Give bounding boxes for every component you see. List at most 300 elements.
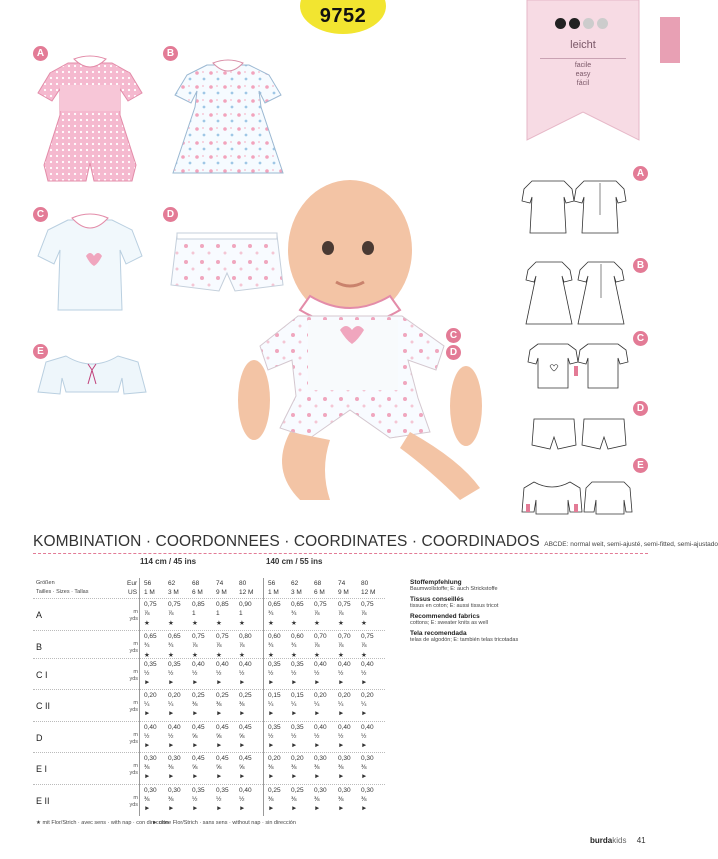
unit-m: m [133,732,138,738]
cell-yds: ½ [361,670,367,677]
cell-yds: ⅜ [216,701,222,708]
cell-m: 0,40 [216,661,229,668]
cell-sym: ► [291,773,298,780]
cell-yds: ⅝ [239,764,245,771]
size-eur: 74 [338,580,346,587]
eur-label: Eur [127,580,138,587]
cell-m: 0,40 [314,661,327,668]
cell-m: 0,25 [268,787,281,794]
cell-m: 0,35 [168,661,181,668]
page-number: 41 [636,836,646,845]
cell-yds: ½ [291,733,297,740]
cell-sym: ► [216,742,223,749]
cell-yds: ¼ [338,701,344,708]
cell-sym: ★ [291,652,297,659]
cell-sym: ► [291,805,298,812]
cell-m: 0,70 [314,633,327,640]
marker-b-tech: B [633,258,648,273]
fabric-es [410,630,570,643]
size-us: 1 M [144,589,155,596]
cell-sym: ► [291,710,298,717]
size-label-multi: Tailles · Sizes · Tallas [36,589,89,595]
size-us: 6 M [314,589,325,596]
unit-yds: yds [129,802,138,808]
unit-yds: yds [129,648,138,654]
cell-yds: ½ [144,733,150,740]
marker-c: C [33,207,48,222]
unit-m: m [133,609,138,615]
size-eur: 62 [168,580,176,587]
cell-yds: ⅞ [361,642,367,649]
cell-sym: ★ [144,620,150,627]
cell-m: 0,85 [216,601,229,608]
cell-sym: ★ [192,652,198,659]
cell-m: 0,45 [216,724,229,731]
cell-m: 0,15 [268,692,281,699]
marker-e-tech: E [633,458,648,473]
cell-yds: ⅝ [192,733,198,740]
cell-sym: ► [168,710,175,717]
row-label: E II [36,796,50,806]
cell-yds: ½ [361,733,367,740]
cell-m: 0,35 [192,787,205,794]
cell-sym: ★ [144,652,150,659]
cell-m: 0,45 [216,755,229,762]
cell-sym: ► [361,805,368,812]
cell-yds: ⅞ [216,642,222,649]
unit-m: m [133,641,138,647]
heading-note: ABCDE: normal weit, semi-ajusté, semi-fitted, semi-ajustado [544,541,718,548]
cell-yds: ½ [168,733,174,740]
cell-sym: ► [168,679,175,686]
size-eur: 56 [268,580,276,587]
cell-yds: ⅞ [361,610,367,617]
cell-yds: 1 [192,610,196,617]
cell-m: 0,40 [239,787,252,794]
size-label: Größen [36,580,55,586]
cell-m: 0,40 [192,661,205,668]
cell-sym: ★ [361,620,367,627]
cell-yds: ⅝ [216,733,222,740]
cell-yds: ⅜ [144,796,150,803]
cell-m: 0,30 [314,787,327,794]
cell-yds: ⅞ [314,610,320,617]
cell-sym: ★ [168,652,174,659]
cell-m: 0,30 [168,755,181,762]
cell-m: 0,25 [291,787,304,794]
cell-m: 0,60 [291,633,304,640]
footer-brand: burda [590,836,613,845]
cell-sym: ► [361,773,368,780]
cell-sym: ► [268,710,275,717]
size-eur: 80 [361,580,369,587]
cell-sym: ► [144,805,151,812]
cell-yds: ½ [338,670,344,677]
cell-sym: ★ [291,620,297,627]
cell-yds: ⅜ [291,796,297,803]
cell-yds: ⅜ [144,764,150,771]
cell-m: 0,60 [268,633,281,640]
cell-yds: ⅜ [239,701,245,708]
fabric-title: Stoffempfehlung [410,579,462,586]
row-label: C I [36,670,48,680]
unit-m: m [133,669,138,675]
cell-yds: ½ [239,796,245,803]
group-header-114: 114 cm / 45 ins [140,557,197,566]
row-label: A [36,610,43,620]
row-divider [33,784,385,785]
cell-m: 0,45 [192,755,205,762]
row-label: D [36,733,43,743]
cell-m: 0,30 [144,755,157,762]
cell-sym: ► [192,679,199,686]
cell-m: 0,20 [361,692,374,699]
fabric-body: Baumwollstoffe; E: auch Strickstoffe [410,586,498,592]
cell-m: 0,40 [314,724,327,731]
cell-m: 0,65 [144,633,157,640]
marker-d: D [163,207,178,222]
cell-m: 0,75 [192,633,205,640]
cell-sym: ★ [216,652,222,659]
cell-sym: ► [144,710,151,717]
table-divider [263,578,264,816]
cell-yds: ¼ [314,701,320,708]
difficulty-level-es: fácil [576,80,590,87]
cell-sym: ★ [338,652,344,659]
cell-yds: ⅝ [239,733,245,740]
cell-yds: ¼ [144,701,150,708]
cell-yds: ⅝ [192,764,198,771]
cell-yds: ½ [338,733,344,740]
us-label: US [128,589,138,596]
cell-yds: ½ [268,733,274,740]
size-eur: 62 [291,580,299,587]
cell-m: 0,25 [192,692,205,699]
cell-yds: ½ [168,670,174,677]
cell-m: 0,65 [291,601,304,608]
cell-yds: ¾ [268,642,274,649]
cell-yds: ½ [216,670,222,677]
cell-sym: ► [291,679,298,686]
cell-yds: ½ [144,670,150,677]
cell-m: 0,40 [144,724,157,731]
row-divider [33,658,385,659]
fabric-de [410,579,570,592]
cell-sym: ► [291,742,298,749]
cell-sym: ► [314,679,321,686]
cell-yds: ⅞ [338,642,344,649]
cell-sym: ► [314,805,321,812]
cell-m: 0,40 [239,661,252,668]
cell-sym: ★ [192,620,198,627]
cell-m: 0,70 [338,633,351,640]
size-eur: 80 [239,580,247,587]
size-us: 6 M [192,589,203,596]
cell-m: 0,35 [268,724,281,731]
row-divider [33,689,385,690]
cell-yds: ½ [314,670,320,677]
unit-yds: yds [129,707,138,713]
cell-m: 0,40 [168,724,181,731]
cell-m: 0,35 [291,724,304,731]
unit-yds: yds [129,739,138,745]
cell-sym: ► [192,773,199,780]
cell-sym: ► [216,805,223,812]
fabric-body: cottons; E: sweater knits as well [410,620,488,626]
size-us: 9 M [216,589,227,596]
cell-sym: ► [268,679,275,686]
cell-sym: ► [361,710,368,717]
cell-m: 0,40 [338,661,351,668]
cell-m: 0,90 [239,601,252,608]
fabric-title: Tela recomendada [410,630,467,637]
marker-a-tech: A [633,166,648,181]
cell-yds: ¾ [291,642,297,649]
cell-yds: ⅜ [338,796,344,803]
difficulty-level-en: easy [575,71,591,78]
cell-m: 0,20 [168,692,181,699]
cell-m: 0,30 [361,787,374,794]
unit-yds: yds [129,676,138,682]
marker-b: B [163,46,178,61]
cell-m: 0,25 [216,692,229,699]
cell-yds: ⅜ [192,701,198,708]
size-us: 3 M [168,589,179,596]
row-label: E I [36,764,48,774]
cell-m: 0,20 [314,692,327,699]
table-divider [139,578,140,816]
cell-sym: ► [216,679,223,686]
cell-m: 0,75 [144,601,157,608]
cell-sym: ► [144,679,151,686]
cell-m: 0,45 [239,724,252,731]
cell-yds: ⅝ [216,764,222,771]
cell-m: 0,40 [361,661,374,668]
row-divider [33,752,385,753]
group-header-140: 140 cm / 55 ins [266,557,323,566]
cell-yds: ¾ [291,610,297,617]
cell-sym: ► [268,805,275,812]
cell-m: 0,35 [144,661,157,668]
legend-arrow: ► ohne Flor/Strich · sans sens · without nap · sin dirección [152,820,296,826]
cell-sym: ► [192,742,199,749]
cell-sym: ► [338,679,345,686]
row-label: B [36,642,43,652]
fabric-title: Recommended fabrics [410,613,480,620]
cell-sym: ► [168,773,175,780]
cell-sym: ★ [239,652,245,659]
cell-sym: ★ [314,620,320,627]
cell-m: 0,80 [239,633,252,640]
cell-sym: ► [361,679,368,686]
unit-m: m [133,763,138,769]
size-eur: 68 [192,580,200,587]
cell-yds: ⅞ [239,642,245,649]
cell-sym: ★ [268,652,274,659]
cell-yds: ½ [239,670,245,677]
cell-m: 0,35 [291,661,304,668]
cell-yds: ⅜ [338,764,344,771]
cell-m: 0,35 [216,787,229,794]
cell-sym: ► [338,742,345,749]
footer-brand-kids: kids [612,836,627,845]
cell-sym: ► [239,742,246,749]
size-us: 12 M [239,589,254,596]
marker-e: E [33,344,48,359]
cell-m: 0,40 [361,724,374,731]
cell-m: 0,30 [338,755,351,762]
cell-yds: ¾ [268,610,274,617]
cell-sym: ► [268,742,275,749]
cell-m: 0,45 [192,724,205,731]
cell-yds: ⅜ [361,764,367,771]
cell-yds: ⅜ [268,796,274,803]
cell-sym: ► [168,742,175,749]
unit-m: m [133,700,138,706]
cell-yds: ⅜ [268,764,274,771]
cell-sym: ► [314,742,321,749]
cell-sym: ► [239,679,246,686]
cell-m: 0,45 [239,755,252,762]
cell-sym: ★ [314,652,320,659]
cell-m: 0,75 [361,601,374,608]
marker-d-photo: D [446,345,461,360]
cell-m: 0,30 [361,755,374,762]
fabric-en [410,613,570,626]
cell-yds: ½ [192,670,198,677]
cell-sym: ► [314,773,321,780]
marker-d-tech: D [633,401,648,416]
cell-yds: ¾ [168,642,174,649]
difficulty-level-fr: facile [574,62,592,69]
cell-yds: 1 [239,610,243,617]
cell-m: 0,75 [168,601,181,608]
cell-yds: ⅞ [168,610,174,617]
cell-m: 0,20 [144,692,157,699]
cell-yds: ⅜ [168,796,174,803]
cell-sym: ► [239,710,246,717]
cell-m: 0,75 [314,601,327,608]
cell-sym: ► [144,742,151,749]
cell-sym: ★ [168,620,174,627]
cell-yds: ¼ [291,701,297,708]
cell-m: 0,75 [361,633,374,640]
cell-sym: ► [168,805,175,812]
cell-sym: ► [216,710,223,717]
cell-yds: ⅜ [361,796,367,803]
cell-yds: ⅞ [192,642,198,649]
size-us: 12 M [361,589,376,596]
size-eur: 56 [144,580,152,587]
cell-yds: ⅞ [314,642,320,649]
cell-yds: ⅜ [314,764,320,771]
fabric-recommendations [410,579,570,643]
cell-m: 0,20 [338,692,351,699]
cell-sym: ► [144,773,151,780]
cell-sym: ► [239,773,246,780]
fabric-body: tissus en coton; E: aussi tissus tricot [410,603,499,609]
cell-m: 0,40 [338,724,351,731]
cell-m: 0,20 [291,755,304,762]
cell-m: 0,85 [192,601,205,608]
pattern-number: 9752 [319,5,367,27]
cell-sym: ★ [239,620,245,627]
cell-yds: ⅜ [314,796,320,803]
cell-sym: ★ [338,620,344,627]
marker-c-tech: C [633,331,648,346]
cell-yds: ½ [291,670,297,677]
cell-yds: ¾ [144,642,150,649]
cell-m: 0,65 [168,633,181,640]
cell-m: 0,30 [314,755,327,762]
cell-sym: ► [361,742,368,749]
row-divider [33,721,385,722]
cell-sym: ★ [361,652,367,659]
cell-sym: ► [268,773,275,780]
cell-yds: ½ [216,796,222,803]
legend-star: ★ mit Flor/Strich · avec sens · with nap · con dirección [36,820,169,826]
cell-m: 0,35 [268,661,281,668]
cell-sym: ► [338,805,345,812]
cell-sym: ► [338,773,345,780]
cell-sym: ► [192,805,199,812]
size-eur: 68 [314,580,322,587]
cell-m: 0,30 [144,787,157,794]
cell-yds: ¼ [168,701,174,708]
row-divider [33,630,385,631]
cell-yds: 1 [216,610,220,617]
cell-yds: ½ [192,796,198,803]
cell-yds: ¼ [268,701,274,708]
cell-sym: ► [239,805,246,812]
cell-m: 0,30 [168,787,181,794]
cell-sym: ► [314,710,321,717]
cell-sym: ★ [268,620,274,627]
marker-a: A [33,46,48,61]
size-us: 3 M [291,589,302,596]
fabric-title: Tissus conseillés [410,596,464,603]
cell-m: 0,65 [268,601,281,608]
cell-m: 0,30 [338,787,351,794]
cell-yds: ¼ [361,701,367,708]
row-label: C II [36,701,51,711]
cell-yds: ⅞ [144,610,150,617]
cell-yds: ⅜ [291,764,297,771]
size-us: 1 M [268,589,279,596]
cell-m: 0,75 [338,601,351,608]
cell-sym: ► [338,710,345,717]
cell-yds: ½ [268,670,274,677]
cell-m: 0,15 [291,692,304,699]
unit-yds: yds [129,770,138,776]
cell-sym: ► [216,773,223,780]
unit-m: m [133,795,138,801]
size-eur: 74 [216,580,224,587]
marker-c-photo: C [446,328,461,343]
difficulty-level-de: leicht [570,39,596,51]
cell-yds: ⅞ [338,610,344,617]
fabric-fr [410,596,570,609]
cell-yds: ⅜ [168,764,174,771]
heading-title: KOMBINATION · COORDONNEES · COORDINATES · COORDINADOS [33,533,540,550]
cell-m: 0,20 [268,755,281,762]
cell-m: 0,75 [216,633,229,640]
row-divider [33,598,385,599]
cell-sym: ★ [216,620,222,627]
cell-yds: ½ [314,733,320,740]
cell-m: 0,25 [239,692,252,699]
footer [590,836,646,845]
